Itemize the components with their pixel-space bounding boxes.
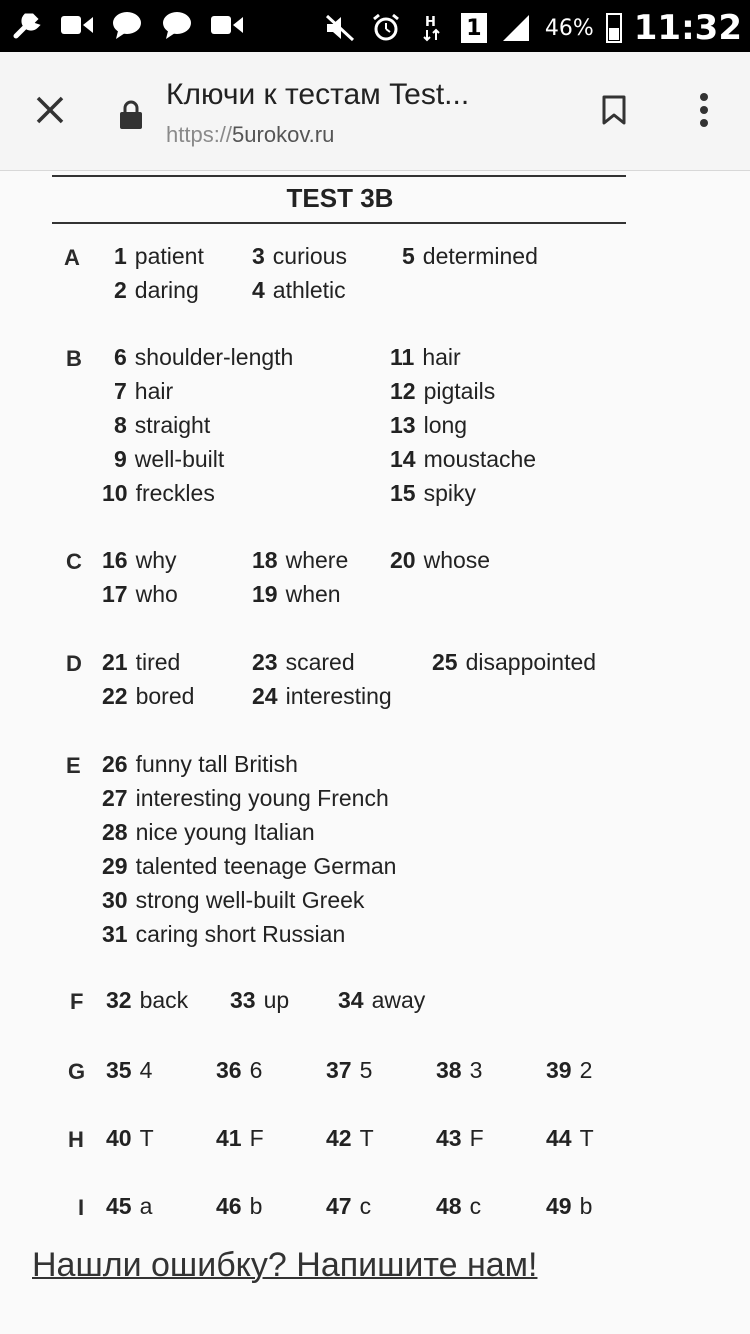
answer-item: 8 straight — [114, 412, 211, 438]
answer-item: 21 tired — [102, 649, 181, 675]
answer-item: 13 long — [390, 412, 468, 438]
answer-item: 15 spiky — [390, 480, 476, 506]
chat-bubble-icon — [110, 10, 144, 40]
answer-item: 29 talented teenage German — [102, 853, 397, 879]
more-vertical-icon — [699, 93, 709, 127]
report-error-link[interactable]: Нашли ошибку? Напишите нам! — [32, 1246, 538, 1284]
section-letter-b: B — [66, 346, 82, 371]
sim-slot-indicator: 1 — [461, 13, 487, 43]
close-tab-button[interactable] — [28, 88, 72, 132]
answer-item: 19 when — [252, 581, 341, 607]
overflow-menu-button[interactable] — [682, 88, 726, 132]
answer-item: 16 why — [102, 547, 177, 573]
answer-item: 35 4 — [106, 1057, 153, 1083]
video-camera-icon — [210, 10, 244, 40]
signal-strength-icon — [499, 13, 533, 43]
close-icon — [35, 95, 65, 125]
page-title[interactable]: Ключи к тестам Test... — [166, 78, 470, 111]
answer-item: 39 2 — [546, 1057, 593, 1083]
answer-item: 24 interesting — [252, 683, 392, 709]
answer-item: 48 c — [436, 1193, 482, 1219]
answer-item: 43 F — [436, 1125, 484, 1151]
answer-item: 28 nice young Italian — [102, 819, 315, 845]
section-letter-e: E — [66, 753, 81, 778]
data-hspa-icon — [415, 13, 449, 43]
answer-item: 6 shoulder-length — [114, 344, 294, 370]
answer-item: 49 b — [546, 1193, 593, 1219]
answer-item: 3 curious — [252, 243, 347, 269]
browser-toolbar — [0, 52, 750, 171]
answer-item: 46 b — [216, 1193, 263, 1219]
answer-item: 25 disappointed — [432, 649, 597, 675]
section-letter-f: F — [70, 989, 84, 1014]
answer-item: 45 a — [106, 1193, 153, 1219]
answer-item: 26 funny tall British — [102, 751, 298, 777]
answer-item: 18 where — [252, 547, 349, 573]
mute-icon — [323, 13, 357, 43]
answer-item: 44 T — [546, 1125, 594, 1151]
answer-item: 9 well-built — [114, 446, 225, 472]
section-letter-c: C — [66, 549, 82, 574]
answer-item: 33 up — [230, 987, 290, 1013]
section-letter-h: H — [68, 1127, 84, 1152]
chat-bubble-icon — [160, 10, 194, 40]
answer-item: 7 hair — [114, 378, 174, 404]
answer-item: 38 3 — [436, 1057, 483, 1083]
answer-item: 1 patient — [114, 243, 204, 269]
answer-item: 32 back — [106, 987, 189, 1013]
url-scheme: https:// — [166, 122, 233, 147]
answer-item: 2 daring — [114, 277, 199, 303]
battery-percent: 46% — [544, 15, 594, 41]
answer-item: 47 c — [326, 1193, 372, 1219]
divider — [52, 175, 626, 177]
bookmark-button[interactable] — [592, 88, 636, 132]
divider — [52, 222, 626, 224]
answer-item: 37 5 — [326, 1057, 373, 1083]
svg-text:H: H — [424, 15, 436, 30]
wrench-icon — [10, 10, 44, 40]
section-letter-a: A — [64, 245, 80, 270]
answer-item: 42 T — [326, 1125, 374, 1151]
answer-item: 20 whose — [390, 547, 491, 573]
video-camera-icon — [60, 10, 94, 40]
answer-item: 22 bored — [102, 683, 195, 709]
battery-icon — [606, 13, 622, 43]
url-host: 5urokov.ru — [232, 122, 335, 147]
answer-item: 10 freckles — [102, 480, 215, 506]
answer-item: 14 moustache — [390, 446, 537, 472]
answer-item: 4 athletic — [252, 277, 346, 303]
answer-key-scan — [0, 171, 750, 1334]
section-letter-d: D — [66, 651, 82, 676]
section-letter-i: I — [78, 1195, 85, 1220]
bookmark-icon — [601, 94, 627, 126]
lock-icon — [118, 100, 144, 130]
answer-item: 34 away — [338, 987, 426, 1013]
section-letter-g: G — [68, 1059, 86, 1084]
alarm-clock-icon — [369, 13, 403, 43]
answer-item: 27 interesting young French — [102, 785, 389, 811]
answer-item: 17 who — [102, 581, 178, 607]
answer-item: 30 strong well-built Greek — [102, 887, 365, 913]
answer-item: 31 caring short Russian — [102, 921, 346, 947]
answer-item: 41 F — [216, 1125, 264, 1151]
answer-item: 5 determined — [402, 243, 538, 269]
answer-item: 40 T — [106, 1125, 154, 1151]
test-title: TEST 3B — [286, 183, 394, 213]
answer-item: 12 pigtails — [390, 378, 496, 404]
status-bar — [0, 0, 750, 52]
answer-item: 11 hair — [390, 344, 461, 370]
answer-item: 23 scared — [252, 649, 355, 675]
url-display[interactable] — [166, 122, 334, 148]
clock: 11:32 — [633, 8, 742, 48]
answer-item: 36 6 — [216, 1057, 263, 1083]
